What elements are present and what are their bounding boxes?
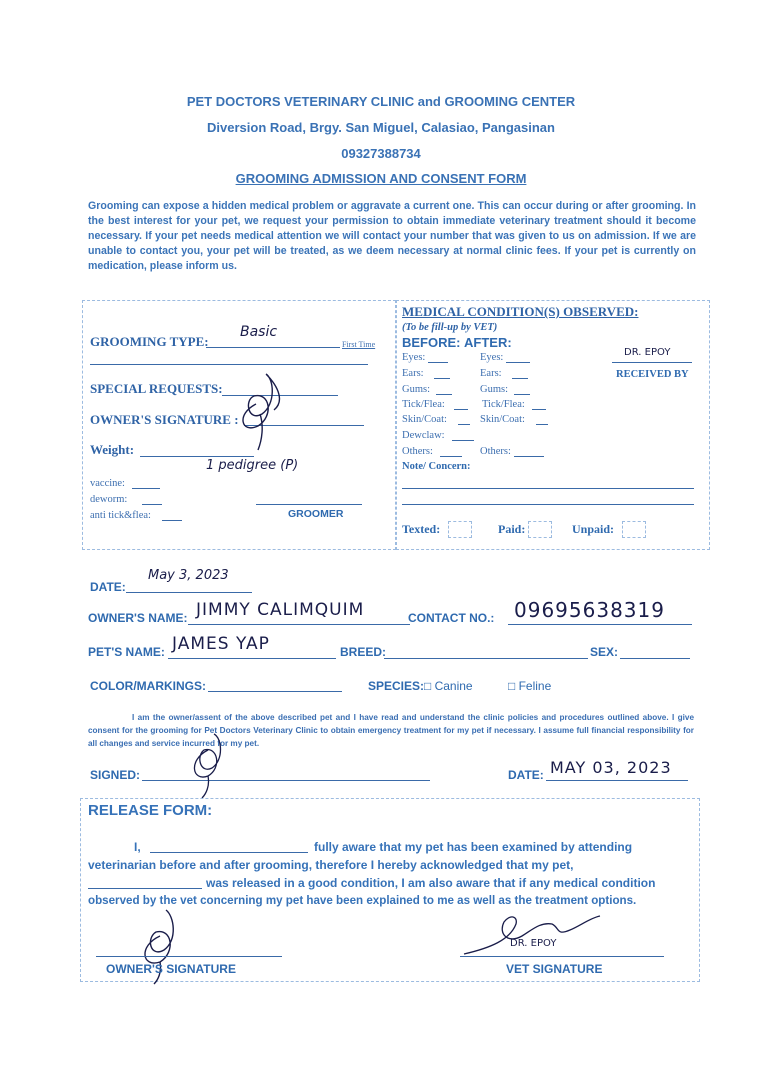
- weight-line: [140, 456, 254, 457]
- before-tick: Tick/Flea:: [402, 399, 445, 410]
- consent-date-value: MAY 03, 2023: [550, 758, 672, 777]
- feline-checkbox[interactable]: □ Feline: [508, 679, 552, 693]
- color-label: COLOR/MARKINGS:: [90, 679, 206, 693]
- release-p1-start: I,: [134, 840, 141, 854]
- owner-signature-scribble: [226, 364, 296, 454]
- before-others: Others:: [402, 446, 433, 457]
- deworm-label: deworm:: [90, 494, 128, 505]
- breed-label: BREED:: [340, 645, 387, 659]
- date-label: DATE:: [90, 580, 126, 594]
- paid-box[interactable]: [528, 521, 552, 538]
- clinic-address: Diversion Road, Brgy. San Miguel, Calasiao, Pangasinan: [207, 120, 555, 135]
- after-gums: Gums:: [480, 384, 509, 395]
- species-label: SPECIES:: [368, 679, 425, 693]
- clinic-name: PET DOCTORS VETERINARY CLINIC and GROOMING CENTER: [186, 94, 576, 109]
- weight-value: 1 pedigree (P): [206, 458, 299, 473]
- before-eyes: Eyes:: [402, 352, 426, 363]
- texted-label: Texted:: [402, 522, 441, 536]
- after-skin: Skin/Coat:: [480, 414, 525, 425]
- owner-signature-release-label: OWNER'S SIGNATURE: [106, 962, 236, 976]
- grooming-type-value: Basic: [240, 324, 278, 340]
- release-title: RELEASE FORM:: [88, 802, 213, 819]
- deworm-line: [142, 504, 162, 505]
- before-dewclaw: Dewclaw:: [402, 430, 445, 441]
- before-ears: Ears:: [402, 368, 424, 379]
- canine-checkbox[interactable]: □ Canine: [424, 679, 473, 693]
- contact-value: 09695638319: [514, 598, 665, 622]
- owner-name-value: JIMMY CALIMQUIM: [196, 600, 365, 620]
- groomer-line: [256, 504, 362, 505]
- pet-name-value: JAMES YAP: [172, 634, 270, 654]
- after-ears: Ears:: [480, 368, 502, 379]
- medical-title: MEDICAL CONDITION(S) OBSERVED:: [402, 304, 639, 319]
- grooming-type-label: GROOMING TYPE:: [90, 334, 209, 349]
- consent-date-label: DATE:: [508, 768, 544, 782]
- before-gums: Gums:: [402, 384, 431, 395]
- special-requests-label: SPECIAL REQUESTS:: [90, 381, 223, 396]
- unpaid-label: Unpaid:: [572, 522, 615, 536]
- signed-label: SIGNED:: [90, 768, 141, 782]
- vet-signature-handwritten: DR. EPOY: [510, 938, 557, 949]
- contact-label: CONTACT NO.:: [408, 611, 495, 625]
- medical-subtitle: (To be fill-up by VET): [402, 322, 498, 333]
- release-p1-rest: fully aware that my pet has been examined by attending: [314, 840, 633, 854]
- vet-signature-scribble: [460, 904, 610, 960]
- antitick-line: [162, 520, 182, 521]
- owner-signature-label: OWNER'S SIGNATURE :: [90, 412, 239, 427]
- antitick-label: anti tick&flea:: [90, 510, 151, 521]
- unpaid-box[interactable]: [622, 521, 646, 538]
- release-p4: observed by the vet concerning my pet have been explained to me as well as the treatment options.: [88, 894, 637, 907]
- received-by-label: RECEIVED BY: [616, 369, 689, 380]
- vaccine-label: vaccine:: [90, 478, 125, 489]
- paid-label: Paid:: [498, 522, 526, 536]
- consent-text: I am the owner/assent of the above described pet and I have read and understand the clinic policies and procedures outlined above. I give consent for the grooming for Pet Doctors Veterinary Clinic to obtain emergency treatment for my pet if necessary. I assume full financial responsibility for all changes and service incurred for my pet.: [88, 713, 694, 748]
- after-label: AFTER:: [464, 335, 512, 350]
- clinic-phone: 09327388734: [341, 146, 421, 161]
- note-label: Note/ Concern:: [402, 461, 471, 472]
- release-p2: veterinarian before and after grooming, therefore I hereby acknowledged that my pet,: [88, 858, 574, 872]
- intro-paragraph: Grooming can expose a hidden medical problem or aggravate a current one. This can occur during or after grooming. In the best interest for your pet, we request your permission to obtain immediate veterinary treatment should it become necessary. If your pet needs medical attention we will contact your number that was given to us on admission. If we are unable to contact you, your pet will be treated, as we deem necessary at normal clinic fees. If your pet is currently on medication, please inform us.: [88, 200, 696, 272]
- after-tick: Tick/Flea:: [482, 399, 525, 410]
- consent-signature-scribble: [178, 730, 238, 800]
- vaccine-line: [132, 488, 160, 489]
- before-label: BEFORE:: [402, 335, 461, 350]
- after-eyes: Eyes:: [480, 352, 504, 363]
- groomer-label: GROOMER: [288, 508, 344, 520]
- pet-name-label: PET'S NAME:: [88, 645, 165, 659]
- after-others: Others:: [480, 446, 511, 457]
- grooming-type-line: [206, 347, 340, 348]
- texted-box[interactable]: [448, 521, 472, 538]
- before-skin: Skin/Coat:: [402, 414, 447, 425]
- vet-signature-label: VET SIGNATURE: [506, 962, 603, 976]
- sex-label: SEX:: [590, 645, 619, 659]
- weight-label: Weight:: [90, 442, 135, 457]
- form-title: GROOMING ADMISSION AND CONSENT FORM: [235, 171, 527, 186]
- date-value: May 3, 2023: [148, 568, 229, 583]
- release-p3: was released in a good condition, I am also aware that if any medical condition: [206, 876, 656, 890]
- first-time-label: First Time: [342, 340, 376, 349]
- received-by-value: DR. EPOY: [624, 347, 671, 358]
- owner-name-label: OWNER'S NAME:: [88, 611, 188, 625]
